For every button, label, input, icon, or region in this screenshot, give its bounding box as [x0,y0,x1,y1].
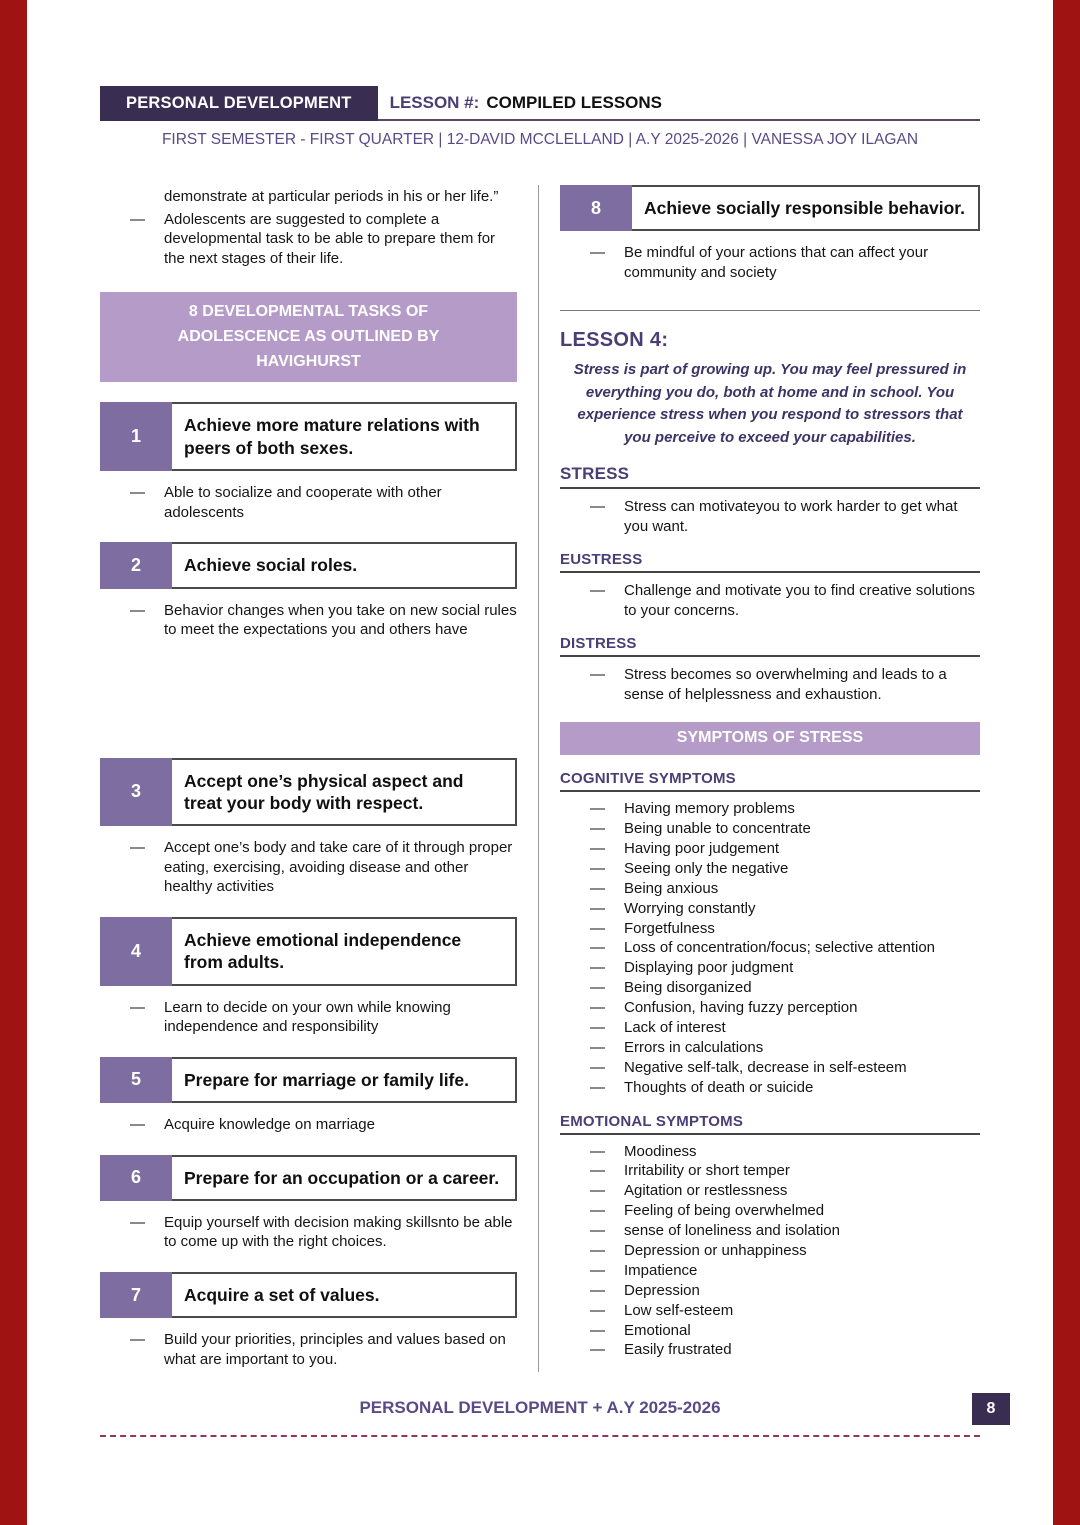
bullet-item [590,1242,980,1261]
bullet-text: sense of loneliness and isolation [624,1222,840,1240]
bullet-text: Lack of interest [624,1018,726,1036]
bullet-text: Having memory problems [624,800,795,818]
lesson-4-intro: Stress is part of growing up. You may feel pressured in everything you do, both at home and in school. You experience stress when you respond to stressors that you perceive to exceed your capabilities. [573,361,967,446]
bullet-item [590,581,980,620]
task-8-bullets [560,243,980,282]
task-4-header [100,917,517,986]
intro-bullets [100,187,517,268]
bullet-item [590,243,980,282]
dash-marker: — [590,666,605,684]
bullet-text: Impatience [624,1261,698,1279]
bullet-text: Emotional [624,1321,691,1339]
bullet-item [590,1143,980,1162]
task-6-bullets [100,1213,517,1252]
bullet-item [130,1330,517,1369]
dash-marker: — [590,582,605,600]
cognitive-symptoms-bullets [560,800,980,1097]
bullet-item [130,483,517,522]
dash-marker: — [130,1331,145,1349]
bullet-text: Loss of concentration/focus; selective attention [624,939,936,957]
bullet-item [590,900,980,919]
dash-marker: — [590,1142,605,1160]
emotional-symptoms-section [560,1113,980,1361]
task-2-number: 2 [100,542,172,588]
header-title-row [100,86,980,121]
bullet-text: Build your priorities, principles and values based on what are important to you. [164,1331,506,1368]
dash-marker [130,187,164,207]
bullet-item [590,1222,980,1241]
distress-bullets [560,665,980,704]
task-6-number: 6 [100,1155,172,1201]
bullet-item [590,820,980,839]
right-edge-bar [1053,0,1080,1525]
task-7-title: Acquire a set of values. [172,1272,517,1318]
bullet-item [590,1079,980,1098]
bullet-text: Negative self-talk, decrease in self-esteem [624,1058,907,1076]
bullet-item [590,665,980,704]
stress-heading: STRESS [560,464,980,489]
task-3-header [100,758,517,827]
bullet-text: Being anxious [624,879,719,897]
dash-marker: — [590,1038,605,1056]
task-4-number: 4 [100,917,172,986]
dash-marker: — [590,498,605,516]
task-2-title: Achieve social roles. [172,542,517,588]
task-1 [100,402,517,522]
footer-dashed-line [100,1435,980,1437]
dash-marker: — [590,959,605,977]
task-4-title: Achieve emotional independence from adults. [172,917,517,986]
task-4 [100,917,517,1037]
bullet-text: demonstrate at particular periods in his or her life.” [164,188,499,205]
footer-text: PERSONAL DEVELOPMENT + A.Y 2025-2026 [359,1398,721,1417]
bullet-text: Agitation or restlessness [624,1182,788,1200]
dash-marker: — [130,839,145,857]
dash-marker: — [590,1301,605,1319]
bullet-item [130,1115,517,1135]
section-divider [560,310,980,311]
task-7 [100,1272,517,1369]
task-2-header [100,542,517,588]
bullet-item [590,1341,980,1360]
dash-marker: — [130,1213,145,1231]
task-2 [100,542,517,639]
bullet-text: Having poor judgement [624,839,780,857]
bullet-text: Easily frustrated [624,1341,732,1359]
task-8-number: 8 [560,185,632,231]
dash-marker: — [130,484,145,502]
bullet-text: Worrying constantly [624,899,756,917]
bullet-text: Feeling of being overwhelmed [624,1202,825,1220]
bullet-item [590,840,980,859]
bullet-text: Depression or unhappiness [624,1242,807,1259]
bullet-item [590,1302,980,1321]
dash-marker: — [590,800,605,818]
lesson-value: COMPILED LESSONS [486,93,662,112]
dash-marker: — [590,1182,605,1200]
dash-marker: — [130,998,145,1016]
bullet-item [590,1262,980,1281]
cognitive-symptoms-heading: COGNITIVE SYMPTOMS [560,770,980,792]
dash-marker: — [590,1281,605,1299]
bullet-text: Confusion, having fuzzy perception [624,999,858,1017]
bullet-text: Errors in calculations [624,1038,764,1056]
page-footer [100,1398,996,1437]
task-3-bullets [100,838,517,897]
bullet-item [130,210,517,269]
bullet-item [590,1162,980,1181]
dash-marker: — [590,859,605,877]
task-5-number: 5 [100,1057,172,1103]
task-5-title: Prepare for marriage or family life. [172,1057,517,1103]
emotional-symptoms-heading: EMOTIONAL SYMPTOMS [560,1113,980,1135]
eustress-section [560,551,980,620]
bullet-text: Adolescents are suggested to complete a developmental task to be able to prepare them for the next stages of their life. [164,210,496,267]
dash-marker: — [590,1202,605,1220]
task-6-header [100,1155,517,1201]
bullet-item [590,959,980,978]
bullet-text: Irritability or short temper [624,1162,790,1180]
bullet-item [590,939,980,958]
task-7-number: 7 [100,1272,172,1318]
bullet-text: Challenge and motivate you to find creative solutions to your concerns. [624,582,976,619]
task-6 [100,1155,517,1252]
task-1-header [100,402,517,471]
bullet-text: Learn to decide on your own while knowing independence and responsibility [164,998,451,1036]
task-1-title: Achieve more mature relations with peers of both sexes. [172,402,517,471]
bullet-text: Equip yourself with decision making skillsnto be able to come up with the right choices. [164,1213,513,1251]
dash-marker: — [590,1242,605,1259]
bullet-text: Behavior changes when you take on new social rules to meet the expectations you and others have [164,601,517,639]
left-edge-bar [0,0,27,1525]
bullet-item [590,979,980,998]
task-1-bullets [100,483,517,522]
header-meta: FIRST SEMESTER - FIRST QUARTER | 12-DAVID MCCLELLAND | A.Y 2025-2026 | VANESSA JOY ILAGAN [161,131,919,148]
stress-section [560,464,980,536]
dash-marker: — [590,939,605,957]
bullet-item [590,800,980,819]
lesson-label: LESSON #: [389,93,480,112]
task-3 [100,758,517,897]
bullet-text: Stress can motivateyou to work harder to get what you want. [624,498,958,535]
task-7-header [100,1272,517,1318]
dash-marker: — [130,601,145,619]
bullet-text: Be mindful of your actions that can affect your community and society [624,244,929,281]
bullet-item [130,187,517,207]
bullet-item [590,999,980,1018]
task-1-number: 1 [100,402,172,471]
eustress-bullets [560,581,980,620]
dash-marker: — [590,820,605,838]
bullet-item [590,1039,980,1058]
task-8 [560,185,980,282]
dash-marker: — [590,879,605,897]
dash-marker: — [590,1341,605,1359]
bullet-item [590,497,980,536]
bullet-text: Accept one’s body and take care of it through proper eating, exercising, avoiding disease and other healthy activities [164,839,513,896]
left-column [100,185,539,1372]
bullet-item [590,860,980,879]
task-5 [100,1057,517,1135]
bullet-text: Being disorganized [624,979,752,997]
task-8-header [560,185,980,231]
eustress-heading: EUSTRESS [560,551,980,573]
dash-marker: — [130,210,145,228]
page-header [100,86,980,149]
lesson-4-heading: LESSON 4: [560,329,669,352]
bullet-text: Displaying poor judgment [624,959,794,977]
dash-marker: — [590,899,605,917]
dash-marker: — [590,1162,605,1180]
bullet-item [590,1202,980,1221]
bullet-text: Low self-esteem [624,1301,734,1319]
bullet-item [590,1059,980,1078]
right-column [539,185,980,1372]
dash-marker: — [590,1078,605,1096]
bullet-text: Moodiness [624,1142,697,1160]
bullet-item [130,998,517,1037]
dash-marker: — [590,1018,605,1036]
bullet-item [590,880,980,899]
cognitive-symptoms-section [560,770,980,1097]
banner-developmental-tasks: 8 DEVELOPMENTAL TASKS OF ADOLESCENCE AS OUTLINED BY HAVIGHURST [100,292,517,382]
dash-marker: — [590,1058,605,1076]
bullet-text: Being unable to concentrate [624,820,811,838]
bullet-text: Acquire knowledge on marriage [164,1116,375,1134]
task-2-bullets [100,601,517,640]
dash-marker: — [590,244,605,262]
bullet-text: Forgetfulness [624,919,715,937]
bullet-text: Thoughts of death or suicide [624,1078,814,1096]
dash-marker: — [130,1116,145,1134]
bullet-text: Seeing only the negative [624,859,789,877]
course-badge: PERSONAL DEVELOPMENT [100,86,378,121]
task-3-number: 3 [100,758,172,827]
content-columns [100,185,980,1372]
dash-marker: — [590,839,605,857]
bullet-item [130,838,517,897]
dash-marker: — [590,919,605,937]
page-number-badge: 8 [972,1393,1010,1425]
dash-marker: — [590,1321,605,1339]
task-7-bullets [100,1330,517,1369]
bullet-item [130,1213,517,1252]
bullet-text: Stress becomes so overwhelming and leads to a sense of helplessness and exhaustion. [624,666,947,703]
task-5-header [100,1057,517,1103]
task-5-bullets [100,1115,517,1135]
dash-marker: — [590,999,605,1017]
dash-marker: — [590,979,605,997]
bullet-item [590,1282,980,1301]
bullet-item [590,920,980,939]
bullet-text: Depression [624,1281,700,1299]
bullet-item [590,1019,980,1038]
stress-bullets [560,497,980,536]
task-8-title: Achieve socially responsible behavior. [632,185,980,231]
bullet-item [590,1182,980,1201]
distress-heading: DISTRESS [560,635,980,657]
dash-marker: — [590,1261,605,1279]
bullet-item [590,1322,980,1341]
task-6-title: Prepare for an occupation or a career. [172,1155,517,1201]
distress-section [560,635,980,704]
emotional-symptoms-bullets [560,1143,980,1361]
banner-symptoms-of-stress: SYMPTOMS OF STRESS [560,722,980,755]
task-3-title: Accept one’s physical aspect and treat your body with respect. [172,758,517,827]
bullet-item [130,601,517,640]
dash-marker: — [590,1222,605,1240]
lesson-title [378,86,980,121]
task-4-bullets [100,998,517,1037]
bullet-text: Able to socialize and cooperate with other adolescents [164,484,442,521]
